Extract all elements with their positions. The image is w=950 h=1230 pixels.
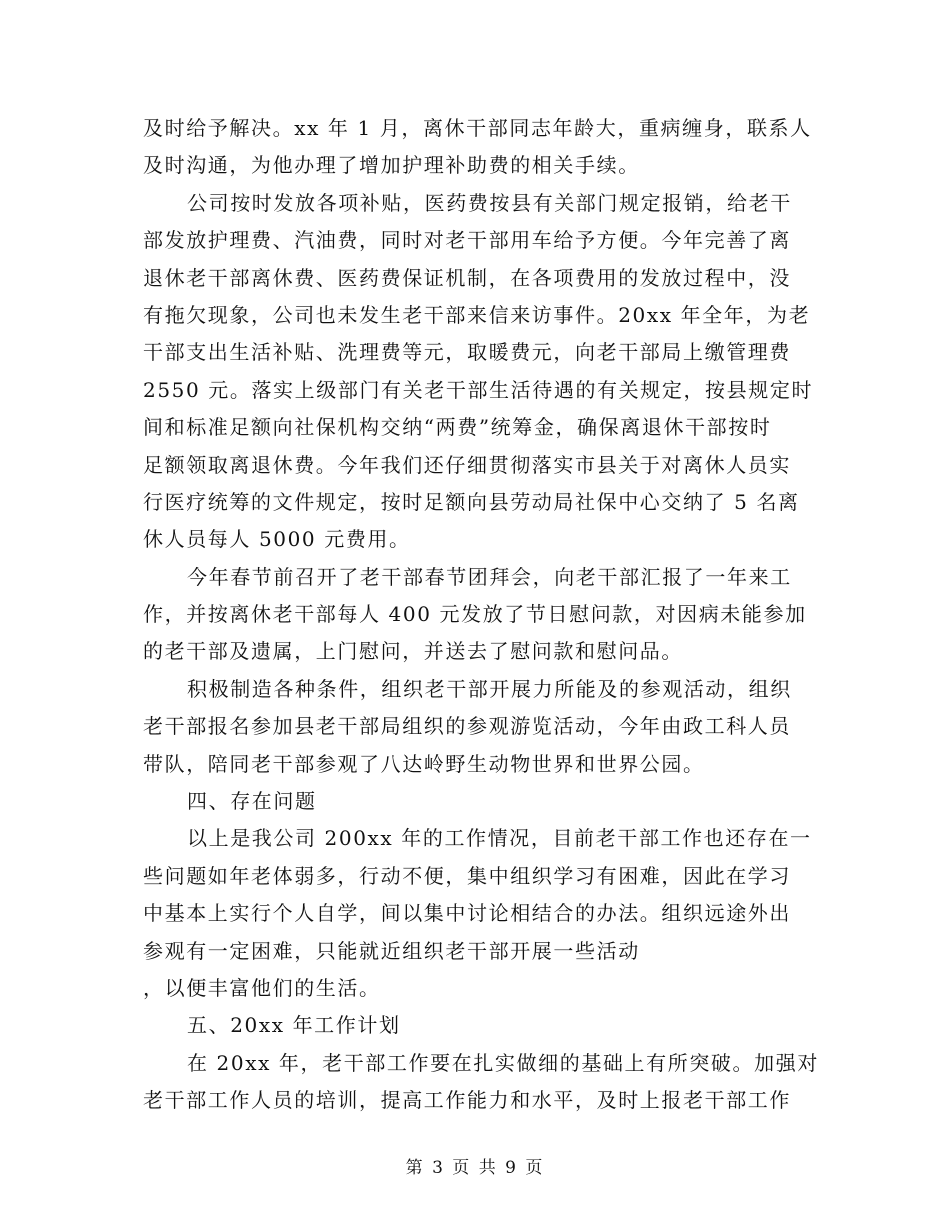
text-line: 在 20xx 年，老干部工作要在扎实做细的基础上有所突破。加强对	[187, 1050, 819, 1075]
text-line: 公司按时发放各项补贴，医药费按县有关部门规定报销，给老干	[187, 190, 792, 215]
text-line: 及时给予解决。xx 年 1 月，离休干部同志年龄大，重病缠身，联系人	[143, 116, 812, 140]
text-line: 四、存在问题	[187, 789, 317, 814]
text-line: 2550 元。落实上级部门有关老干部生活待遇的有关规定，按县规定时	[143, 377, 814, 402]
text-line: 休人员每人 5000 元费用。	[143, 527, 411, 552]
text-line: ，以便丰富他们的生活。	[143, 975, 381, 1000]
text-line: 些问题如年老体弱多，行动不便，集中组织学习有困难，因此在学习	[143, 863, 791, 888]
text-line: 干部支出生活补贴、洗理费等元，取暖费元，向老干部局上缴管理费	[143, 340, 791, 365]
text-line: 老干部工作人员的培训，提高工作能力和水平，及时上报老干部工作	[143, 1088, 791, 1113]
text-line: 中基本上实行个人自学，间以集中讨论相结合的办法。组织远途外出	[143, 901, 791, 926]
text-line: 以上是我公司 200xx 年的工作情况，目前老干部工作也还存在一	[187, 826, 812, 851]
text-line: 退休老干部离休费、医药费保证机制，在各项费用的发放过程中，没	[143, 265, 791, 290]
text-line: 参观有一定困难，只能就近组织老干部开展一些活动	[143, 938, 640, 963]
text-line: 作，并按离休老干部每人 400 元发放了节日慰问款，对因病未能参加	[143, 602, 807, 627]
text-line: 部发放护理费、汽油费，同时对老干部用车给予方便。今年完善了离	[143, 228, 791, 253]
text-line: 行医疗统筹的文件规定，按时足额向县劳动局社保中心交纳了 5 名离	[143, 489, 800, 514]
text-line: 老干部报名参加县老干部局组织的参观游览活动，今年由政工科人员	[143, 714, 791, 739]
text-line: 足额领取离退休费。今年我们还仔细贯彻落实市县关于对离休人员实	[143, 452, 791, 477]
text-line: 今年春节前召开了老干部春节团拜会，向老干部汇报了一年来工	[187, 564, 792, 589]
text-line: 的老干部及遗属，上门慰问，并送去了慰问款和慰问品。	[143, 639, 683, 664]
text-line: 及时沟通，为他办理了增加护理补助费的相关手续。	[143, 153, 640, 178]
document-body	[143, 110, 823, 1120]
text-line: 间和标准足额向社保机构交纳“两费”统筹金，确保离退休干部按时	[143, 415, 772, 440]
text-line: 有拖欠现象，公司也未发生老干部来信来访事件。20xx 年全年，为老	[143, 302, 811, 327]
text-line: 积极制造各种条件，组织老干部开展力所能及的参观活动，组织	[187, 676, 792, 701]
text-line: 带队，陪同老干部参观了八达岭野生动物世界和世界公园。	[143, 751, 705, 776]
text-line: 五、20xx 年工作计划	[187, 1013, 401, 1038]
page-number-footer: 第 3 页 共 9 页	[405, 1158, 545, 1178]
